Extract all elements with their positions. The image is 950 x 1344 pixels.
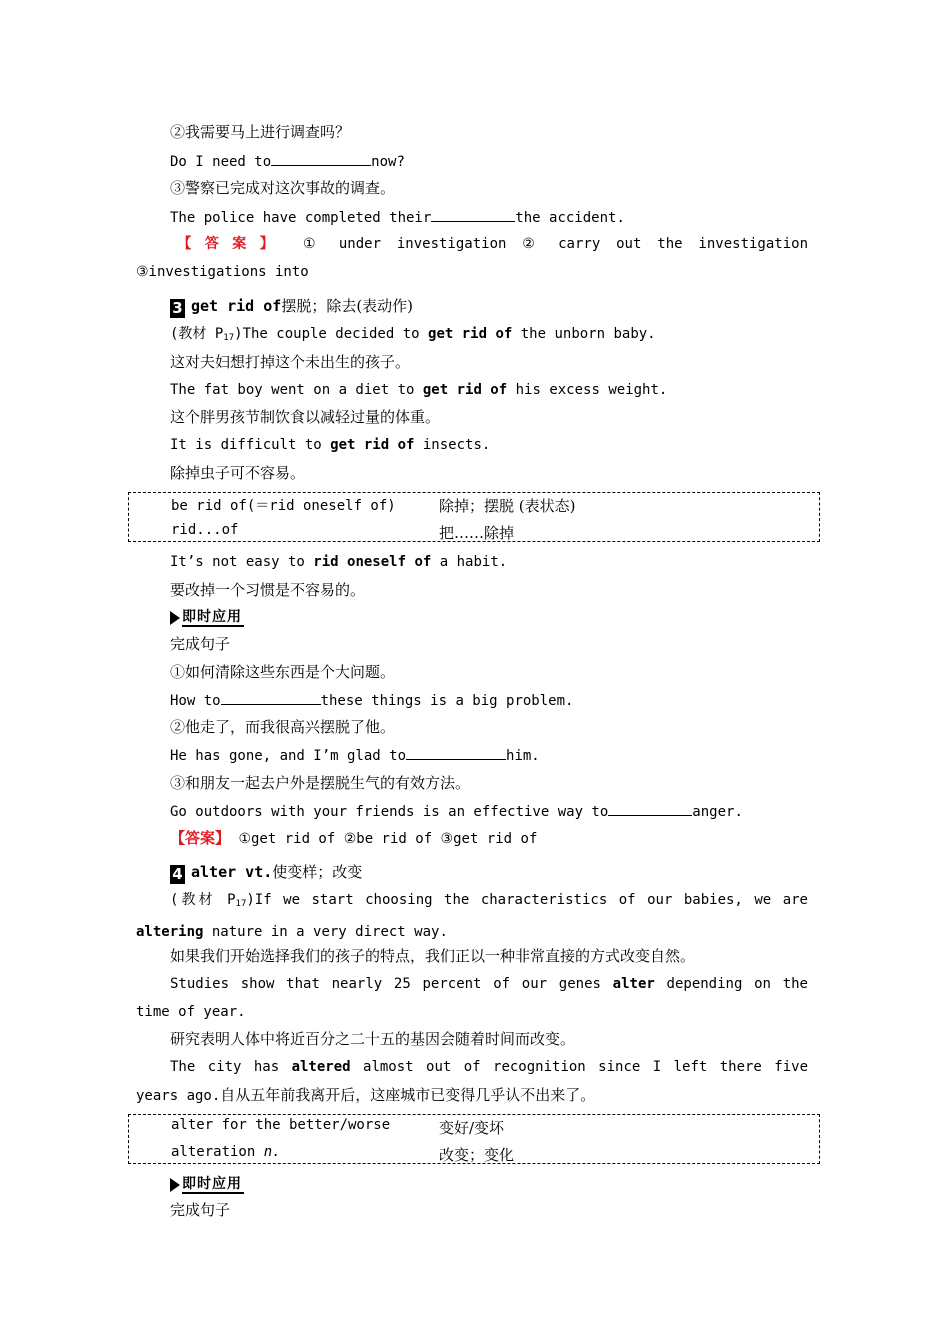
practice-3-en: Go outdoors with your friends is an effective way to anger. (170, 801, 743, 822)
task-title: 完成句子 (170, 1201, 231, 1219)
answer-blank[interactable] (406, 745, 506, 760)
exercise-3-en: The police have completed their the accident. (170, 207, 625, 228)
section-4-heading: 4 alter vt.使变样；改变 (170, 862, 362, 884)
practice-1-zh: ①如何清除这些东西是个大问题。 (170, 663, 396, 681)
example-3-zh: 除掉虫子可不容易。 (170, 464, 306, 482)
answer-block-2: 【答案】 ① under investigation ② carry out the investigation ③investigations into (136, 236, 808, 280)
section-number-badge: 4 (170, 865, 185, 884)
answer-blank[interactable] (221, 690, 321, 705)
example-2-en: The fat boy went on a diet to get rid of his excess weight. (170, 382, 668, 398)
example-4-en: It’s not easy to rid oneself of a habit. (170, 554, 508, 570)
expansion-row: alteration n. 改变；变化 (171, 1144, 515, 1164)
practice-3-zh: ③和朋友一起去户外是摆脱生气的有效方法。 (170, 774, 471, 792)
example-1-zh: 这对夫妇想打掉这个未出生的孩子。 (170, 353, 411, 371)
answer-blank[interactable] (608, 801, 692, 816)
answer-label: 【答案】 (170, 829, 231, 847)
example-2-en: Studies show that nearly 25 percent of our genes alter depending on the time of year. (136, 976, 808, 1020)
exercise-2-zh: ②我需要马上进行调查吗？ (170, 123, 351, 141)
expansion-box (128, 1114, 820, 1164)
exercise-2-en: Do I need to now? (170, 151, 405, 172)
expansion-row: be rid of(＝rid oneself of) 除掉；摆脱 (表状态) (171, 497, 576, 515)
practice-1-en: How to these things is a big problem. (170, 690, 573, 711)
practice-2-en: He has gone, and I’m glad to him. (170, 745, 540, 766)
section-3-heading: 3 get rid of摆脱；除去(表动作) (170, 296, 413, 318)
example-1-en: (教材 $P_{17})If$ we start choosing the characteristics of our babies, we are altering nature in a very direct way. (136, 892, 808, 940)
exercise-3-zh: ③警察已完成对这次事故的调查。 (170, 179, 396, 197)
triangle-icon (170, 1178, 180, 1192)
answer-block-3: 【答案】 ①get rid of ②be rid of ③get rid of (170, 829, 538, 847)
example-1-zh: 如果我们开始选择我们的孩子的特点，我们正以一种非常直接的方式改变自然。 (170, 947, 696, 965)
expansion-row: alter for the better/worse 变好/变坏 (171, 1117, 505, 1137)
example-3-en: It is difficult to get rid of insects. (170, 437, 491, 453)
apply-tag: 即时应用 (170, 1176, 244, 1194)
task-title: 完成句子 (170, 635, 231, 653)
answer-blank[interactable] (271, 151, 371, 166)
example-2-zh: 这个胖男孩节制饮食以减轻过量的体重。 (170, 408, 441, 426)
expansion-row: rid...of 把……除掉 (171, 522, 515, 542)
practice-2-zh: ②他走了，而我很高兴摆脱了他。 (170, 718, 396, 736)
apply-tag: 即时应用 (170, 609, 244, 627)
answer-label: 【答案】 (170, 236, 288, 252)
example-4-zh: 要改掉一个习惯是不容易的。 (170, 581, 366, 599)
expansion-box (128, 492, 820, 542)
answer-blank[interactable] (431, 207, 515, 222)
section-number-badge: 3 (170, 299, 185, 318)
triangle-icon (170, 611, 180, 625)
example-1-en: (教材 $P_{17})The$ couple decided to get rid of the unborn baby. (170, 326, 656, 343)
example-2-zh: 研究表明人体中将近百分之二十五的基因会随着时间而改变。 (170, 1030, 576, 1048)
example-3: The city has altered almost out of recognition since I left there five years ago.自从五年前我离开后，这座城市已变得几乎认不出来了。 (136, 1059, 809, 1104)
